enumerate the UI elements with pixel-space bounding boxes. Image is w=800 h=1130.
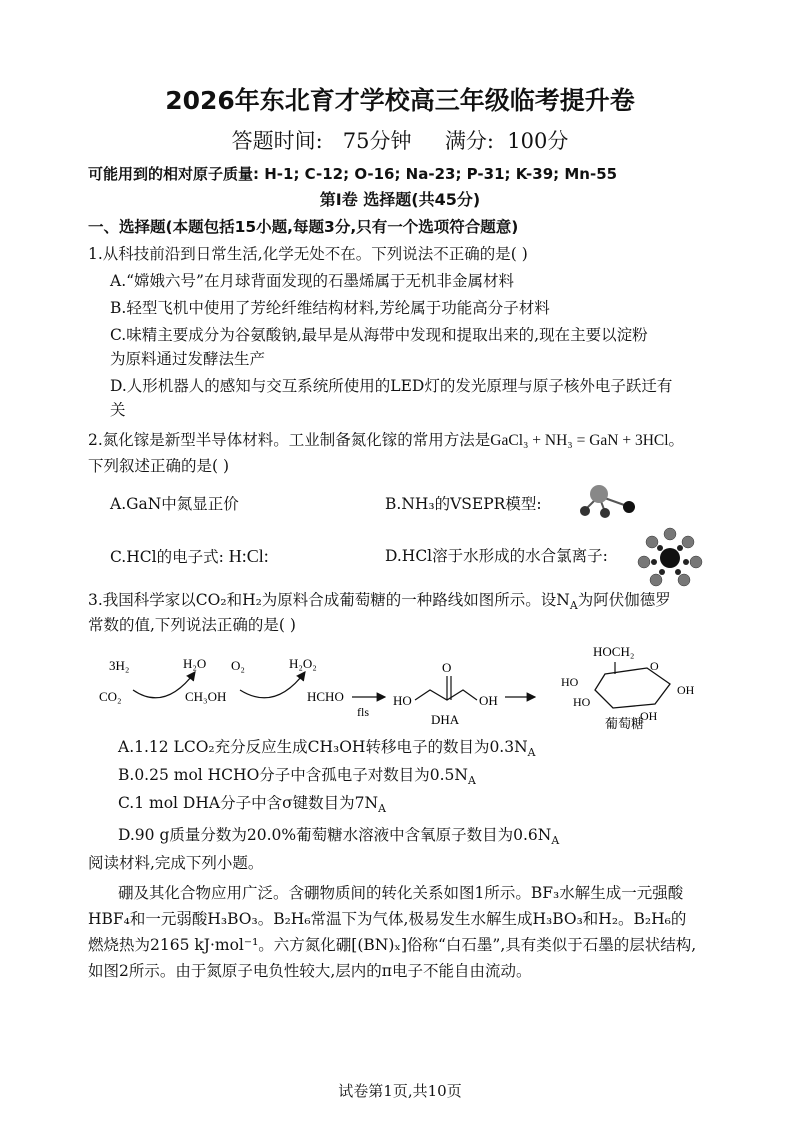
q3-option-d-text: D.90 g质量分数为20.0%葡萄糖水溶液中含氧原子数目为0.6N (118, 826, 552, 844)
q3-option-a (118, 736, 536, 764)
scheme-oh: OH (479, 693, 498, 708)
q1-option-d: D.人形机器人的感知与交互系统所使用的LED灯的发光原理与原子核外电子跃迁有 (110, 377, 673, 395)
q3-option-a-text: A.1.12 LCO₂充分反应生成CH₃OH转移电子的数目为0.3N (118, 738, 528, 756)
section-title: 一、选择题(本题包括15小题,每题3分,只有一个选项符合题意) (88, 218, 519, 236)
scheme-h2o2: H₂O₂ (289, 656, 317, 671)
q3-option-c-text: C.1 mol DHA分子中含σ键数目为7N (118, 794, 379, 812)
q3-option-a-sub: A (527, 746, 536, 760)
q1-option-b: B.轻型飞机中使用了芳纶纤维结构材料,芳纶属于功能高分子材料 (110, 299, 550, 317)
scheme-h2: 3H₂ (109, 658, 130, 673)
score-value: 100分 (507, 129, 569, 153)
scheme-dha: DHA (431, 712, 460, 727)
q2-option-c (110, 545, 269, 568)
q3-stem-text: 3.我国科学家以CO₂和H₂为原料合成葡萄糖的一种路线如图所示。设N (88, 591, 570, 609)
q3-option-b (118, 764, 476, 792)
hydrated-chloride-ion-icon (630, 522, 710, 592)
q1-option-c: C.味精主要成分为谷氨酸钠,最早是从海带中发现和提取出来的,现在主要以淀粉 (110, 326, 648, 344)
q3-option-d (118, 824, 559, 852)
q2-option-a: A.GaN中氮显正价 (110, 495, 239, 513)
q3-option-d-sub: A (551, 834, 560, 848)
scheme-ho-2: HO (573, 695, 591, 709)
scheme-glucose: 葡萄糖 (605, 717, 645, 732)
scheme-h2o: H₂O (183, 656, 207, 671)
atomic-mass-note: 可能用到的相对原子质量: H-1; C-12; O-16; Na-23; P-31; K-39; Mn-55 (88, 165, 618, 183)
volume-title: 第I卷 选择题(共45分) (319, 190, 481, 209)
q3-stem-end: 为阿伏伽德罗 (577, 591, 671, 609)
scheme-hcho: HCHO (307, 689, 344, 704)
scheme-co2: CO₂ (99, 689, 122, 704)
reading-line-2: HBF₄和一元弱酸H₃BO₃。B₂H₆常温下为气体,极易发生水解生成H₃BO₃和H₂。B₂H₆的 (88, 910, 687, 928)
q3-option-b-text: B.0.25 mol HCHO分子中含孤电子对数目为0.5N (118, 766, 468, 784)
scheme-ring-o: O (650, 659, 659, 673)
q1-option-c-cont: 为原料通过发酵法生产 (110, 350, 266, 368)
q2-stem-line2: 下列叙述正确的是( ) (88, 457, 230, 475)
q2-stem-text: 2.氮化镓是新型半导体材料。工业制备氮化镓的常用方法是 (88, 431, 491, 449)
page-footer: 试卷第1页,共10页 (338, 1082, 462, 1100)
q3-option-c (118, 792, 386, 820)
q2-option-c-text: C.HCl的电子式: (110, 548, 224, 566)
hcl-electron-formula: H:Cl: (228, 546, 269, 566)
q3-stem (88, 589, 671, 617)
scheme-oh-1: OH (677, 683, 695, 697)
exam-info (0, 130, 800, 152)
scheme-ho-1: HO (561, 675, 579, 689)
scheme-o2: O₂ (231, 658, 245, 673)
q1-option-a: A.“嫦娥六号”在月球背面发现的石墨烯属于无机非金属材料 (110, 272, 514, 290)
reading-line-1: 硼及其化合物应用广泛。含硼物质间的转化关系如图1所示。BF₃水解生成一元强酸 (118, 884, 684, 902)
page-title: 2026年东北育才学校高三年级临考提升卷 (165, 86, 635, 115)
scheme-fls: fls (357, 705, 369, 719)
time-value: 75分钟 (342, 129, 412, 153)
synthesis-route-diagram (95, 642, 715, 732)
reading-intro: 阅读材料,完成下列小题。 (88, 854, 264, 872)
scheme-hoch2: HOCH₂ (593, 644, 635, 659)
q3-stem-line2: 常数的值,下列说法正确的是( ) (88, 616, 296, 634)
q2-option-d: D.HCl溶于水形成的水合氯离子: (385, 547, 608, 565)
q2-stem (88, 429, 684, 452)
scheme-ho: HO (393, 693, 412, 708)
reading-line-3: 燃烧热为2165 kJ·mol⁻¹。六方氮化硼[(BN)ₓ]俗称“白石墨”,具有类似于石墨的层状结构, (88, 936, 697, 954)
q1-option-d-cont: 关 (110, 401, 126, 419)
scheme-ch3oh: CH₃OH (185, 689, 227, 704)
q3-stem-sub: A (569, 599, 578, 613)
q2-reaction-formula: GaCl₃ + NH₃ = GaN + 3HCl (490, 432, 669, 449)
q3-option-b-sub: A (468, 774, 476, 788)
time-label: 答题时间: (231, 129, 323, 153)
q2-stem-end: 。 (668, 431, 685, 449)
q3-option-c-sub: A (378, 802, 386, 816)
reading-line-4: 如图2所示。由于氮原子电负性较大,层内的π电子不能自由流动。 (88, 962, 532, 980)
q2-option-b: B.NH₃的VSEPR模型: (385, 495, 542, 513)
scheme-oh-2: OH (640, 709, 658, 723)
scheme-o: O (442, 660, 452, 675)
score-label: 满分: (444, 129, 494, 153)
q1-stem: 1.从科技前沿到日常生活,化学无处不在。下列说法不正确的是( ) (88, 245, 528, 263)
